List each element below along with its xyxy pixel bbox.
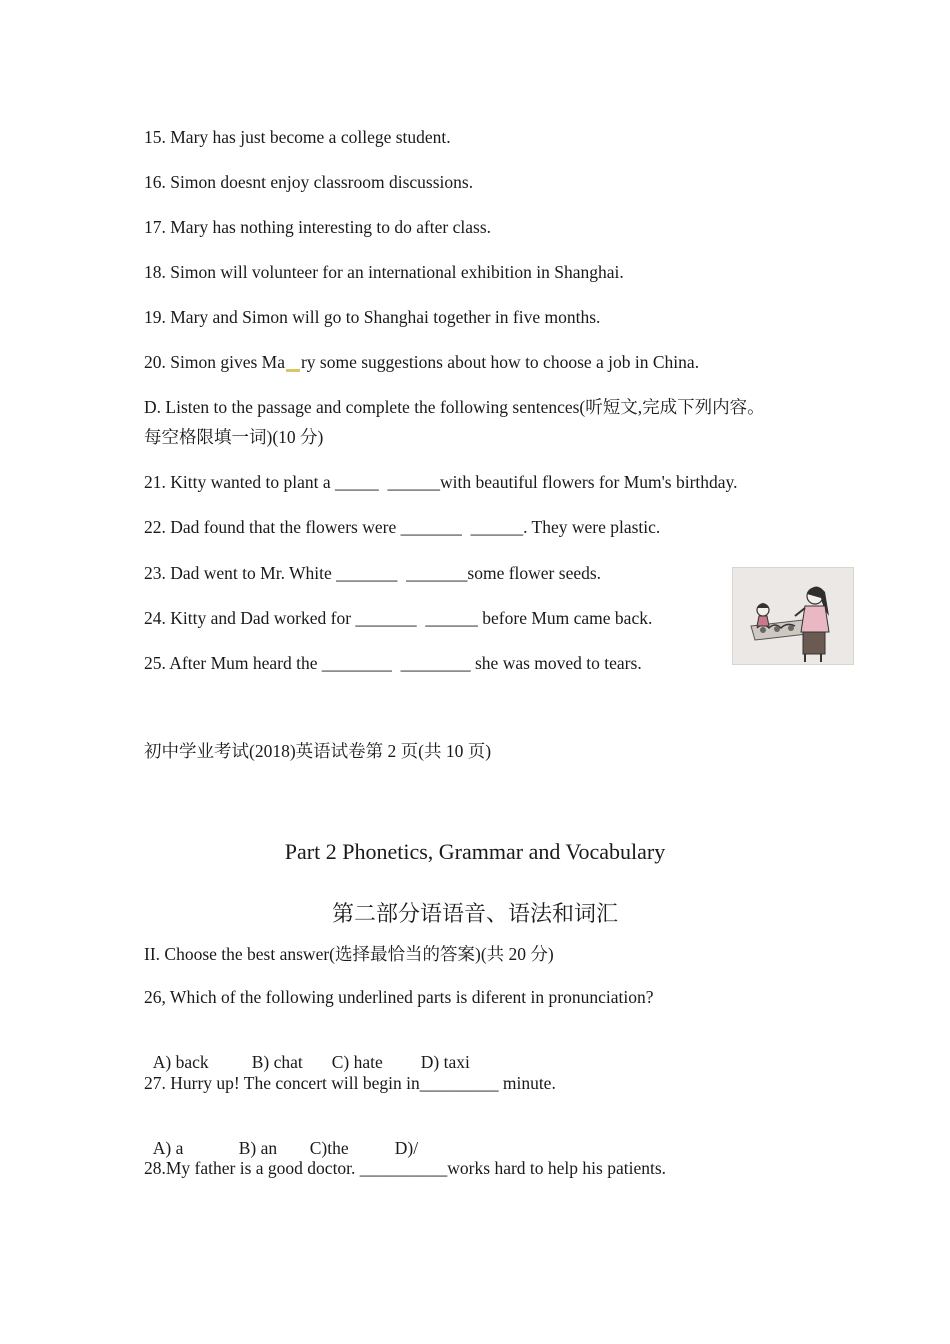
question-17: 17. Mary has nothing interesting to do after class.: [144, 217, 492, 237]
option-d: D) taxi: [420, 1052, 470, 1072]
question-23: 23. Dad went to Mr. White _______ _______some flower seeds.: [144, 563, 602, 583]
question-20-start: 20. Simon gives Ma: [144, 352, 285, 372]
highlight-mark: [286, 369, 300, 372]
question-16: 16. Simon doesnt enjoy classroom discussions.: [144, 172, 474, 192]
question-15: 15. Mary has just become a college student.: [144, 127, 451, 147]
option-d: D)/: [394, 1138, 419, 1158]
page-footer: 初中学业考试(2018)英语试卷第 2 页(共 10 页): [144, 741, 492, 761]
question-20: [144, 351, 699, 373]
question-28: 28.My father is a good doctor. __________works hard to help his patients.: [144, 1158, 667, 1178]
illustration-image: [732, 567, 854, 665]
question-20-end: ry some suggestions about how to choose a job in China.: [300, 352, 700, 372]
question-25: 25. After Mum heard the ________ ________ she was moved to tears.: [144, 653, 642, 673]
question-21: 21. Kitty wanted to plant a _____ ______with beautiful flowers for Mum's birthday.: [144, 472, 738, 492]
mother-daughter-illustration: [733, 568, 854, 665]
question-22: 22. Dad found that the flowers were _______ ______. They were plastic.: [144, 517, 661, 537]
question-27: 27. Hurry up! The concert will begin in_________ minute.: [144, 1073, 556, 1093]
question-26-options: [144, 1029, 470, 1073]
question-19: 19. Mary and Simon will go to Shanghai together in five months.: [144, 307, 601, 327]
section-d-heading: D. Listen to the passage and complete the following sentences(听短文,完成下列内容。: [144, 397, 765, 417]
option-c: C)the: [309, 1138, 349, 1158]
part2-title: Part 2 Phonetics, Grammar and Vocabulary: [284, 839, 666, 864]
option-c: C) hate: [331, 1052, 383, 1072]
question-18: 18. Simon will volunteer for an international exhibition in Shanghai.: [144, 262, 624, 282]
section-ii-heading: II. Choose the best answer(选择最恰当的答案)(共 20 分): [144, 944, 554, 964]
option-b: B) chat: [251, 1052, 303, 1072]
question-26: 26, Which of the following underlined parts is diferent in pronunciation?: [144, 987, 654, 1007]
section-d-heading-cont: 每空格限填一词)(10 分): [144, 427, 324, 447]
option-b: B) an: [238, 1138, 278, 1158]
part2-subtitle: 第二部分语语音、语法和词汇: [331, 901, 618, 926]
question-24: 24. Kitty and Dad worked for _______ ______ before Mum came back.: [144, 608, 653, 628]
option-a: A) back: [152, 1052, 209, 1072]
option-a: A) a: [152, 1138, 184, 1158]
question-27-options: [144, 1115, 418, 1159]
